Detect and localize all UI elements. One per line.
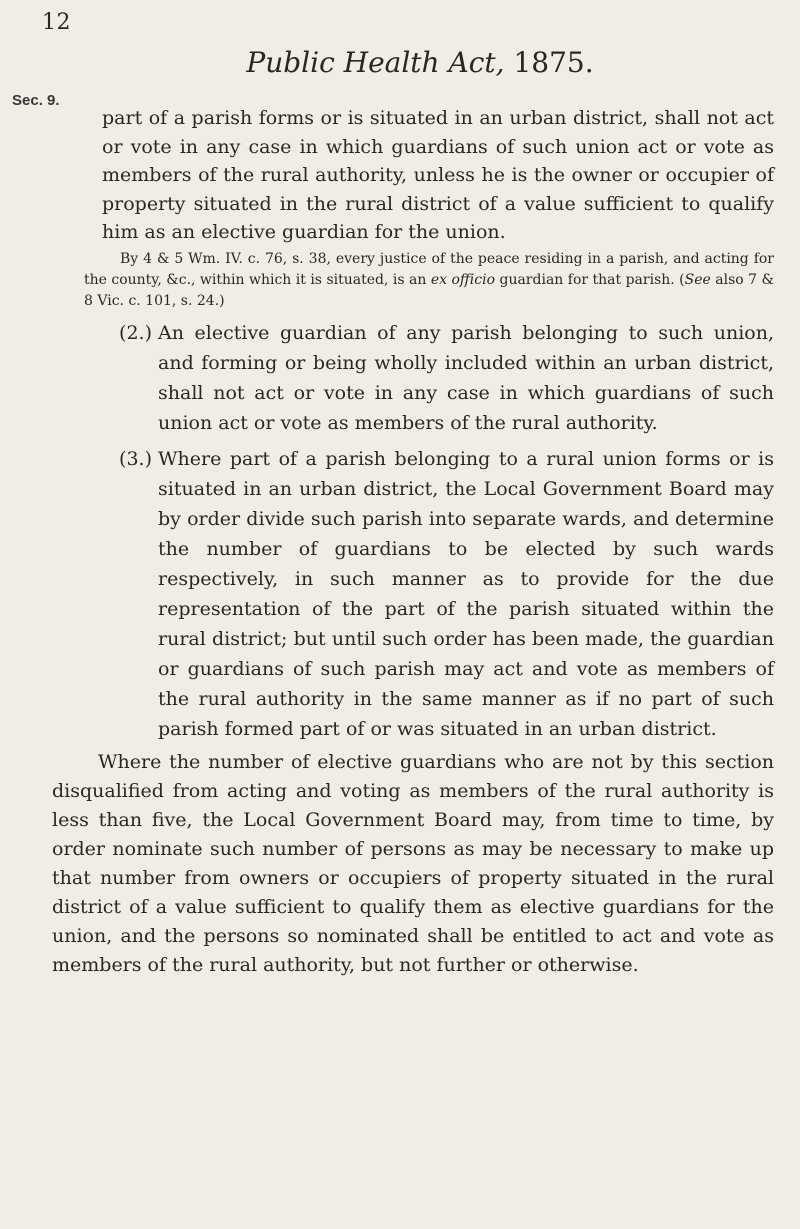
act-title: Public Health Act, (246, 46, 505, 79)
note-text-b: guardian for that parish. ( (495, 271, 685, 288)
paragraph-continuation: part of a parish forms or is situated in an urban district, shall not act or vote in any case in which guardians of such union act or vote as members of the rural authority, unless he is the owner or occupier of property situated in the rural district of a value sufficient to qualify him as an elective guardian for the union. (102, 107, 774, 243)
subsection-2-number: (2.) (119, 321, 152, 344)
act-year: 1875. (513, 46, 594, 79)
running-title (0, 46, 800, 79)
subsection-3 (102, 444, 774, 744)
subsection-2-text: An elective guardian of any parish belonging to such union, and forming or being wholly included within an urban district, shall not act or vote in any case in which guardians of such union act or vote as members of the rural authority. (158, 321, 774, 434)
note-italic-see: See (684, 271, 711, 288)
subsection-3-text: Where part of a parish belonging to a rural union forms or is situated in an urban district, the Local Government Board may by order divide such parish into separate wards, and determine the number of guardians to be elected by such wards respectively, in such manner as to provide for the due representation of the part of the parish situated within the rural district; but until such order has been made, the guardian or guardians of such parish may act and vote as members of the rural authority in the same manner as if no part of such parish formed part of or was situated in an urban district. (158, 447, 774, 740)
note-italic-ex-officio: ex officio (430, 271, 496, 288)
section-marker: Sec. 9. (12, 92, 60, 109)
note-text-c: also 7 & 8 Vic. c. 101, s. 24.) (84, 271, 774, 309)
note-text-a: By 4 & 5 Wm. IV. c. 76, s. 38, every justice of the peace residing in a parish, and acting for the county, &c., within which it is situated, is an (84, 250, 774, 288)
page-number: 12 (42, 10, 71, 35)
subsection-3-number: (3.) (119, 447, 152, 470)
paragraph-final: Where the number of elective guardians who are not by this section disqualified from acting and voting as members of the rural authority is less than five, the Local Government Board may, from time to time, by order nominate such number of persons as may be necessary to make up that number from owners or occupiers of property situated in the rural district of a value sufficient to qualify them as elective guardians for the union, and the persons so nominated shall be entitled to act and vote as members of the rural authority, but not further or otherwise. (52, 750, 774, 976)
subsection-2 (102, 318, 774, 438)
annotation-note (84, 249, 774, 312)
body-text (52, 104, 774, 980)
